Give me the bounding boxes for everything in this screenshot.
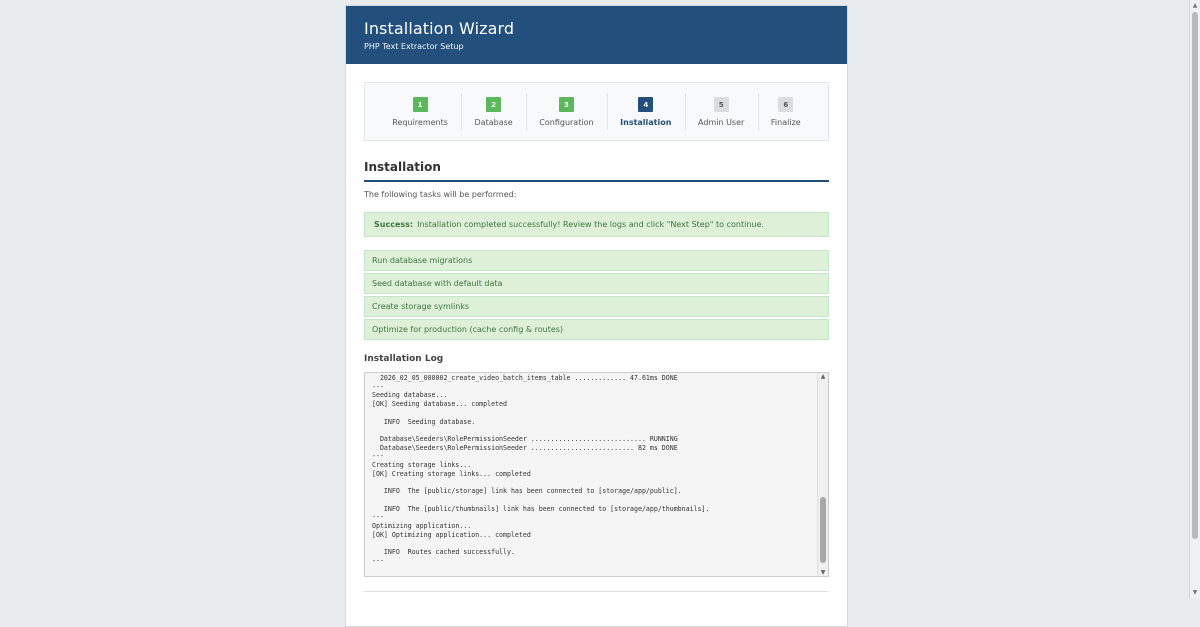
page-scrollbar[interactable] xyxy=(1189,0,1200,599)
step-installation xyxy=(607,83,685,140)
alert-message: Installation completed successfully! Review the logs and click "Next Step" to continue. xyxy=(417,220,764,229)
step-number: 1 xyxy=(413,97,428,112)
section-intro: The following tasks will be performed: xyxy=(364,190,517,199)
step-requirements xyxy=(379,83,461,140)
task-item: Seed database with default data xyxy=(364,273,829,294)
page-subtitle: PHP Text Extractor Setup xyxy=(364,42,464,51)
step-number: 4 xyxy=(638,97,653,112)
step-label: Configuration xyxy=(539,118,594,127)
log-heading: Installation Log xyxy=(364,354,444,364)
step-finalize xyxy=(758,83,814,140)
wizard-card xyxy=(345,5,848,627)
log-scroll-thumb[interactable] xyxy=(820,497,826,563)
scroll-up-icon[interactable]: ▲ xyxy=(1192,2,1198,9)
step-number: 3 xyxy=(559,97,574,112)
page-title: Installation Wizard xyxy=(364,19,515,38)
task-item: Run database migrations xyxy=(364,250,829,271)
step-configuration xyxy=(526,83,607,140)
step-database xyxy=(461,83,526,140)
section-heading: Installation xyxy=(364,160,829,182)
wizard-body xyxy=(346,64,847,592)
step-number: 6 xyxy=(778,97,793,112)
step-label: Admin User xyxy=(698,118,745,127)
step-label: Requirements xyxy=(392,118,448,127)
wizard-header xyxy=(346,6,847,64)
scroll-up-icon[interactable]: ▲ xyxy=(820,373,826,380)
step-label: Database xyxy=(474,118,513,127)
divider xyxy=(364,591,829,592)
task-item: Create storage symlinks xyxy=(364,296,829,317)
step-indicator xyxy=(364,82,829,141)
step-label: Installation xyxy=(620,118,672,127)
step-label: Finalize xyxy=(770,118,801,127)
success-alert xyxy=(364,212,829,237)
alert-label: Success: xyxy=(374,220,414,229)
scroll-down-icon[interactable]: ▼ xyxy=(1192,589,1198,596)
page-scroll-thumb[interactable] xyxy=(1192,12,1198,539)
log-scrollbar[interactable] xyxy=(817,373,828,576)
task-list xyxy=(364,250,829,340)
task-item: Optimize for production (cache config & routes) xyxy=(364,319,829,340)
step-admin-user xyxy=(685,83,758,140)
step-number: 5 xyxy=(714,97,729,112)
scroll-down-icon[interactable]: ▼ xyxy=(820,569,826,576)
installation-log[interactable] xyxy=(364,372,829,577)
log-output: 2026_02_05_000002_create_video_batch_items_table ............. 47.61ms DONE --- Seeding database... [OK] Seeding database... completed INFO Seeding database. Database\Seeders\RolePermissionSeeder ............................. RUNNING Database\Seeders\RolePermissionSeeder .......................... 82 ms DONE --- Creating storage links... [OK] Creating storage links... completed INFO The [public/storage] link has been connected to [storage/app/public]. INFO The [public/thumbnails] link has been connected to [storage/app/thumbnails]. --- Optimizing application... [OK] Optimizing application... completed INFO Routes cached successfully. --- xyxy=(372,374,710,565)
step-number: 2 xyxy=(486,97,501,112)
